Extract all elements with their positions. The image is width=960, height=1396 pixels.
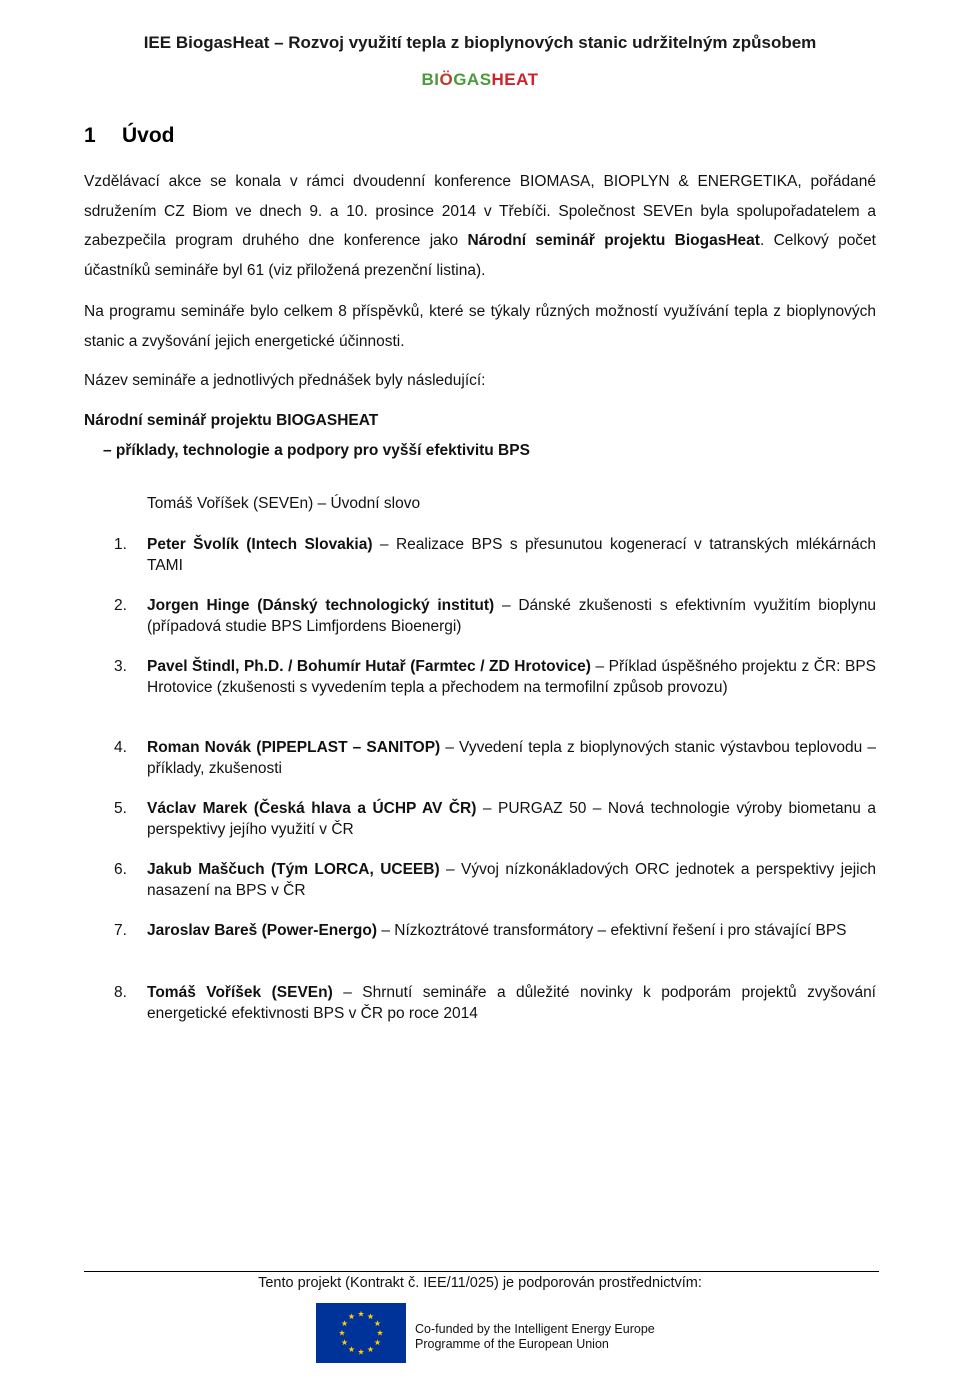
talk-item <box>84 921 876 942</box>
seminar-title: Národní seminář projektu BIOGASHEAT <box>84 412 379 429</box>
talk-item <box>84 799 876 840</box>
logo-part-1: BI <box>421 70 440 89</box>
talk-title: – PURGAZ 50 – Nová technologie výroby biometanu a perspektivy jejího využití v ČR <box>147 800 876 838</box>
footer-funding-note: Tento projekt (Kontrakt č. IEE/11/025) je podporován prostřednictvím: <box>258 1275 702 1291</box>
talk-title: – Shrnutí semináře a důležité novinky k podporám projektů zvyšování energetické efektivnosti BPS v ČR po roce 2014 <box>147 984 876 1022</box>
eu-funding-line-2: Programme of the European Union <box>415 1337 609 1351</box>
section-number: 1 <box>84 124 96 147</box>
logo-part-2: Ö <box>439 70 454 89</box>
talk-number: 4. <box>114 739 127 756</box>
program-paragraph: Na programu semináře bylo celkem 8 příspěvků, které se týkaly různých možností využívání tepla z bioplynových stanic a zvyšování jejich energetické účinnosti. <box>84 303 876 350</box>
talk-title: – Vyvedení tepla z bioplynových stanic výstavbou teplovodu – příklady, zkušenosti <box>147 739 876 777</box>
biogasheat-logo <box>0 70 960 90</box>
talk-speaker: Václav Marek (Česká hlava a ÚCHP AV ČR) <box>147 800 477 817</box>
section-heading <box>84 124 175 148</box>
footer-divider <box>84 1271 879 1272</box>
talk-number: 3. <box>114 658 127 675</box>
talk-speaker: Jakub Maščuch (Tým LORCA, UCEEB) <box>147 861 440 878</box>
talk-title: – Dánské zkušenosti s efektivním využitím bioplynu (případová studie BPS Limfjordens Bioenergi) <box>147 597 877 635</box>
eu-funding-text <box>415 1322 655 1352</box>
talk-item <box>84 860 876 901</box>
talk-item <box>84 738 876 779</box>
intro-text-bold: Národní seminář projektu BiogasHeat <box>467 232 760 249</box>
talk-item <box>84 657 876 698</box>
eu-funding-line-1: Co-funded by the Intelligent Energy Europe <box>415 1322 655 1336</box>
talk-speaker: Tomáš Voříšek (SEVEn) <box>147 984 333 1001</box>
logo-part-3: GAS <box>453 70 492 89</box>
talk-title: – Realizace BPS s přesunutou kogenerací v tatranských mlékárnách TAMI <box>147 536 876 574</box>
logo-part-4: HEAT <box>491 70 539 89</box>
talk-number: 8. <box>114 984 127 1001</box>
talk-item <box>84 983 876 1024</box>
talk-speaker: Jaroslav Bareš (Power-Energo) <box>147 922 378 939</box>
seminar-subtitle: – příklady, technologie a podpory pro vyšší efektivitu BPS <box>103 442 530 459</box>
intro-paragraph <box>84 167 876 285</box>
intro-text-b: . Celkový počet účastníků semináře byl 61 (viz přiložená prezenční listina). <box>84 232 876 279</box>
talk-number: 1. <box>114 536 127 553</box>
talk-speaker: Roman Novák (PIPEPLAST – SANITOP) <box>147 739 441 756</box>
talk-number: 7. <box>114 922 127 939</box>
talk-speaker: Jorgen Hinge (Dánský technologický institut) <box>147 597 495 614</box>
talk-item <box>84 596 876 637</box>
names-intro: Název semináře a jednotlivých přednášek byly následující: <box>84 372 486 389</box>
talk-number: 6. <box>114 861 127 878</box>
talk-title: – Vývoj nízkonákladových ORC jednotek a perspektivy jejich nasazení na BPS v ČR <box>147 861 876 899</box>
talk-number: 2. <box>114 597 127 614</box>
intro-text-a: Vzdělávací akce se konala v rámci dvoudenní konference BIOMASA, BIOPLYN & ENERGETIKA, pořádané sdružením CZ Biom ve dnech 9. a 10. prosince 2014 v Třebíči. Společnost SEVEn byla spolupořadatelem a zabezpečila program druhého dne konference jako <box>84 173 876 249</box>
page-header-title: IEE BiogasHeat – Rozvoj využití tepla z bioplynových stanic udržitelným způsobem <box>143 33 817 52</box>
talk-number: 5. <box>114 800 127 817</box>
talk-item <box>84 535 876 576</box>
talk-title: – Nízkoztrátové transformátory – efektivní řešení i pro stávající BPS <box>377 922 847 939</box>
section-title: Úvod <box>122 124 175 147</box>
intro-talk: Tomáš Voříšek (SEVEn) – Úvodní slovo <box>147 495 421 512</box>
talk-title: – Příklad úspěšného projektu z ČR: BPS Hrotovice (zkušenosti s vyvedením tepla a přechodem na termofilní způsob provozu) <box>147 658 876 696</box>
talk-speaker: Peter Švolík (Intech Slovakia) <box>147 536 373 553</box>
talk-speaker: Pavel Štindl, Ph.D. / Bohumír Hutař (Farmtec / ZD Hrotovice) <box>147 658 591 675</box>
eu-flag-icon <box>316 1303 406 1363</box>
